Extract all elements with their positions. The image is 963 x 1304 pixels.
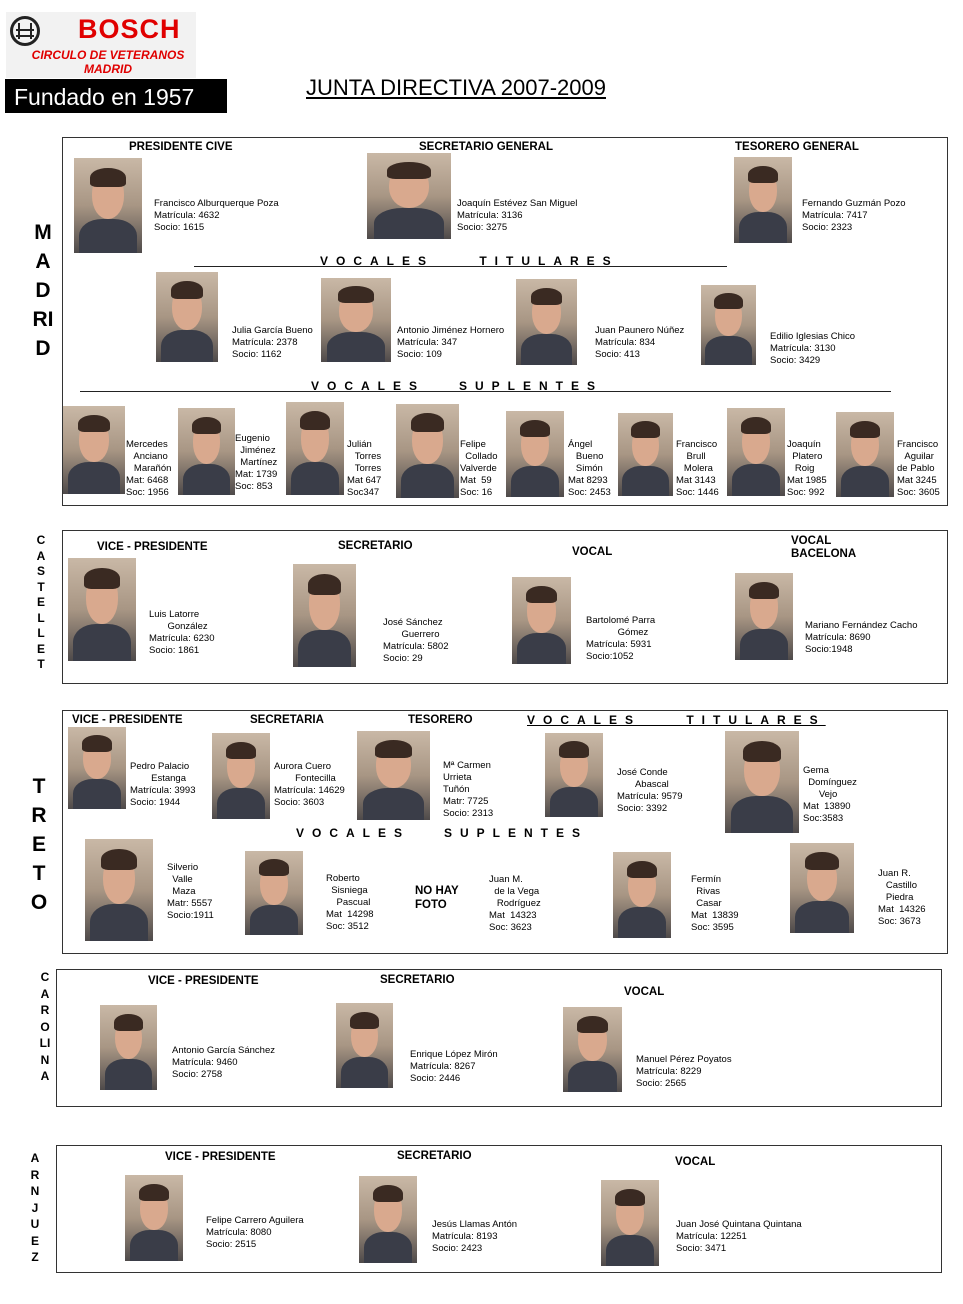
member-photo (836, 412, 894, 497)
no-photo-label: NO HAY FOTO (415, 885, 459, 911)
member-photo (68, 727, 126, 809)
divider (80, 391, 891, 392)
member-info: Enrique López Mirón Matrícula: 8267 Socio: 2446 (410, 1049, 498, 1084)
madrid-label: MADRID (32, 221, 54, 360)
member-info: Eugenio Jiménez Martínez Mat: 1739 Soc: 853 (235, 433, 278, 492)
heading-vocales-suplentes: VOCALES SUPLENTES (296, 826, 589, 840)
member-photo (735, 573, 793, 660)
member-info: Gema Domínguez Vejo Mat 13890 Soc:3583 (803, 765, 857, 824)
brand-name: BOSCH (78, 14, 181, 44)
divider (194, 266, 727, 267)
member-photo (734, 157, 792, 243)
member-info: Francisco Alburquerque Poza Matrícula: 4632 Socio: 1615 (154, 198, 279, 233)
member-photo (357, 731, 430, 820)
role-treasurer: TESORERO (408, 714, 473, 726)
member-info: Ángel Bueno Simón Mat 8293 Soc: 2453 (568, 439, 611, 498)
member-info: Bartolomé Parra Gómez Matrícula: 5931 Socio:1052 (586, 615, 656, 662)
role-vocal: VOCAL (572, 546, 613, 558)
member-info: Julián Torres Torres Mat 647 Soc347 (347, 439, 382, 498)
member-photo (396, 404, 459, 498)
role-secretary: SECRETARIA (250, 714, 324, 726)
member-info: José Conde Abascal Matrícula: 9579 Socio: 3392 (617, 767, 683, 814)
member-info: José Sánchez Guerrero Matrícula: 5802 Socio: 29 (383, 617, 449, 664)
role-vocal: VOCAL (675, 1156, 716, 1168)
bosch-logo-icon (10, 16, 40, 46)
member-photo (359, 1176, 417, 1263)
member-info: Francisco Aguilar de Pablo Mat 3245 Soc: 3605 (897, 439, 940, 498)
member-photo (293, 564, 356, 667)
role-secretary: SECRETARIO (338, 540, 413, 552)
treto-label: TRETO (30, 775, 48, 914)
member-info: Aurora Cuero Fontecilla Matrícula: 14629 Socio: 3603 (274, 761, 345, 808)
member-photo (601, 1180, 659, 1266)
role-secretary: SECRETARIO (380, 974, 455, 986)
member-photo (125, 1175, 183, 1261)
member-info: Juan R. Castillo Piedra Mat 14326 Soc: 3673 (878, 868, 926, 927)
member-photo (618, 413, 673, 496)
member-photo (74, 158, 142, 253)
carolina-section (56, 969, 942, 1107)
heading-vocales-titulares: VOCALES TITULARES (527, 713, 826, 727)
member-info: Mercedes Anciano Marañón Mat: 6468 Soc: 1956 (126, 439, 172, 498)
member-photo (245, 851, 303, 935)
member-info: Felipe Collado Valverde Mat 59 Soc: 16 (460, 439, 498, 498)
member-photo (178, 408, 235, 495)
member-photo (516, 279, 577, 365)
member-photo (725, 731, 799, 833)
member-info: Fermín Rivas Casar Mat 13839 Soc: 3595 (691, 874, 739, 933)
member-info: Luis Latorre González Matrícula: 6230 Socio: 1861 (149, 609, 215, 656)
member-photo (545, 733, 603, 817)
member-photo (68, 558, 136, 661)
role-treasurer-general: TESORERO GENERAL (735, 141, 859, 153)
founded-banner: Fundado en 1957 (5, 79, 227, 113)
member-info: Jesús Llamas Antón Matrícula: 8193 Socio: 2423 (432, 1219, 518, 1254)
role-vocal: VOCAL (624, 986, 665, 998)
member-photo (336, 1003, 393, 1088)
member-info: Pedro Palacio Estanga Matrícula: 3993 Socio: 1944 (130, 761, 196, 808)
castellet-label: CASTELLET (36, 533, 46, 671)
member-photo (727, 408, 785, 496)
member-info: Antonio García Sánchez Matrícula: 9460 Socio: 2758 (172, 1045, 275, 1080)
member-photo (512, 577, 571, 664)
member-info: Joaquín Platero Roig Mat 1985 Soc: 992 (787, 439, 827, 498)
role-vice-president: VICE - PRESIDENTE (148, 975, 259, 987)
member-info: Juan José Quintana Quintana Matrícula: 12251 Socio: 3471 (676, 1219, 802, 1254)
page-title: JUNTA DIRECTIVA 2007-2009 (306, 75, 606, 100)
member-info: Manuel Pérez Poyatos Matrícula: 8229 Socio: 2565 (636, 1054, 732, 1089)
heading-vocales-titulares: VOCALES TITULARES (320, 254, 619, 268)
member-photo (321, 278, 391, 362)
member-info: Juan Paunero Núñez Matrícula: 834 Socio: 413 (595, 325, 685, 360)
member-info: Edilio Iglesias Chico Matrícula: 3130 Socio: 3429 (770, 331, 856, 366)
member-info: Antonio Jiménez Hornero Matrícula: 347 Socio: 109 (397, 325, 505, 360)
brand-subtitle: CIRCULO DE VETERANOS MADRID (31, 48, 185, 76)
member-photo (286, 402, 344, 495)
member-info: Silverio Valle Maza Matr: 5557 Socio:1911 (167, 862, 214, 921)
member-photo (563, 1007, 622, 1092)
role-secretary: SECRETARIO (397, 1150, 472, 1162)
member-photo (367, 153, 451, 239)
member-photo (506, 411, 564, 497)
member-photo (701, 285, 756, 365)
member-info: Julia García Bueno Matrícula: 2378 Socio: 1162 (232, 325, 313, 360)
role-president: PRESIDENTE CIVE (129, 141, 233, 153)
role-vice-president: VICE - PRESIDENTE (97, 541, 208, 553)
role-vice-president: VICE - PRESIDENTE (165, 1151, 276, 1163)
member-info: Francisco Brull Molera Mat 3143 Soc: 1446 (676, 439, 719, 498)
aranjuez-label: ARNJUEZ (30, 1151, 40, 1264)
member-info: Roberto Sisniega Pascual Mat 14298 Soc: 3512 (326, 873, 374, 932)
member-info: Mariano Fernández Cacho Matrícula: 8690 Socio:1948 (805, 620, 918, 655)
member-photo (100, 1005, 157, 1090)
member-photo (156, 272, 218, 362)
member-info: Juan M. de la Vega Rodríguez Mat 14323 Soc: 3623 (489, 874, 541, 933)
member-info: Fernando Guzmán Pozo Matrícula: 7417 Socio: 2323 (802, 198, 906, 233)
heading-vocales-suplentes: VOCALES SUPLENTES (311, 379, 604, 393)
carolina-label: CAROLINA (39, 970, 51, 1083)
member-info: Mª Carmen Urrieta Tuñón Matr: 7725 Socio: 2313 (443, 760, 494, 819)
role-vice-president: VICE - PRESIDENTE (72, 714, 183, 726)
member-photo (85, 839, 153, 941)
member-photo (212, 733, 270, 819)
role-secretary-general: SECRETARIO GENERAL (419, 141, 553, 153)
member-photo (613, 852, 671, 938)
member-photo (63, 406, 125, 494)
member-info: Joaquín Estévez San Miguel Matrícula: 3136 Socio: 3275 (457, 198, 578, 233)
role-vocal-barcelona: VOCAL BACELONA (791, 535, 857, 560)
member-photo (790, 843, 854, 933)
member-info: Felipe Carrero Aguilera Matrícula: 8080 Socio: 2515 (206, 1215, 304, 1250)
